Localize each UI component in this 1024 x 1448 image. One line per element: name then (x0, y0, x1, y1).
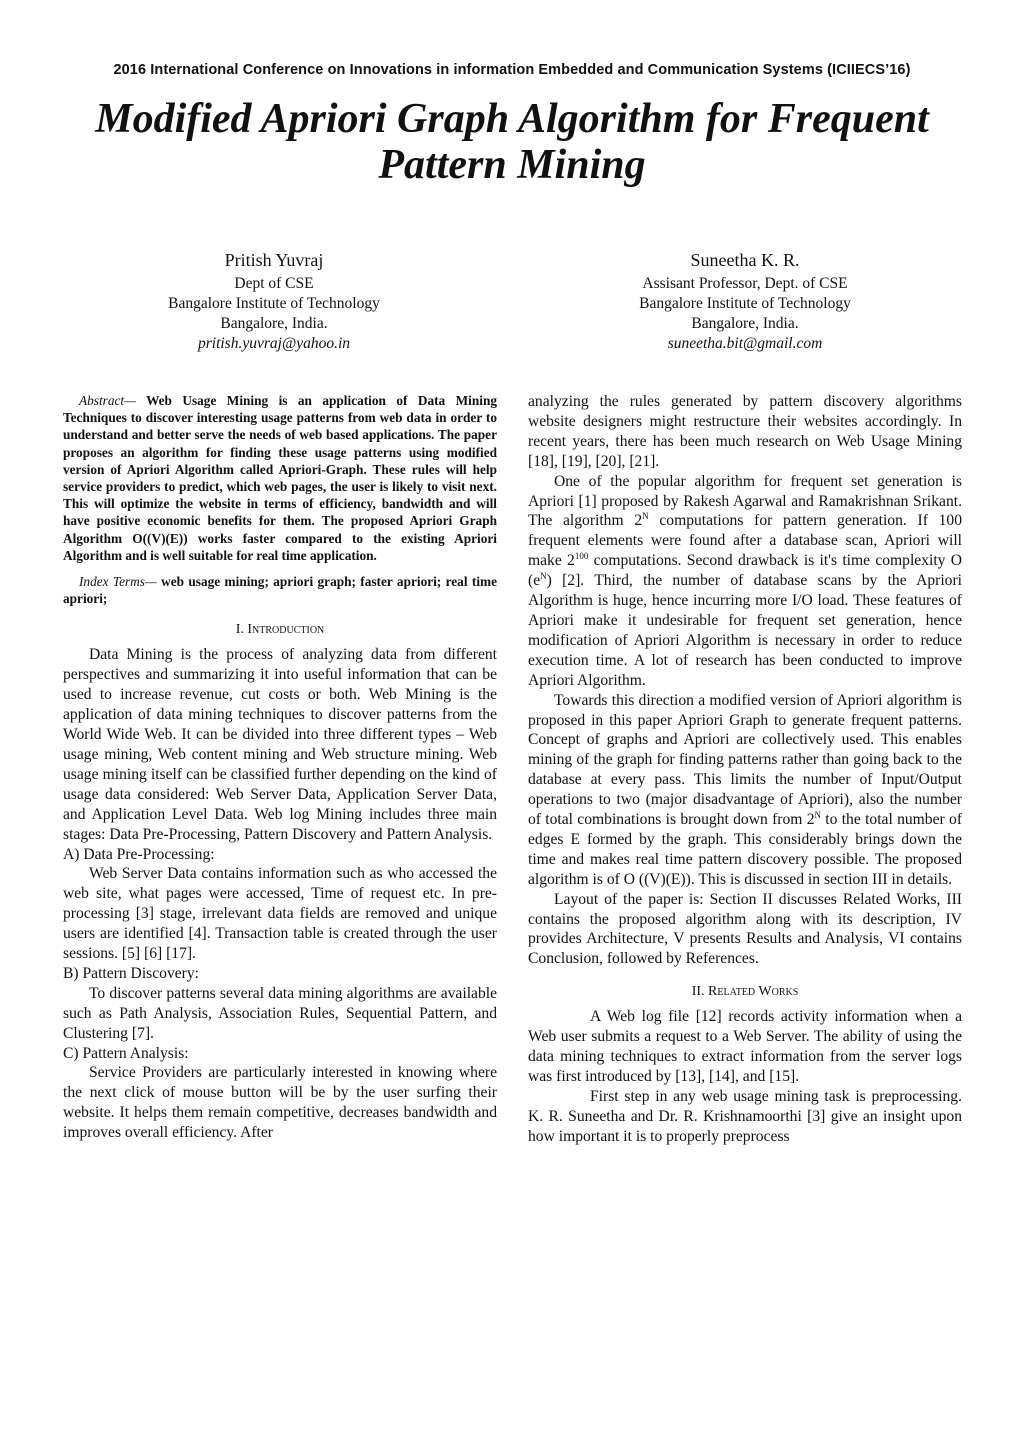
abstract (63, 392, 497, 564)
author-email: pritish.yuvraj@yahoo.in (197, 335, 351, 352)
index-terms-text: web usage mining; apriori graph; faster apriori; real time apriori; (63, 574, 497, 607)
author-institute: Bangalore Institute of Technology (639, 295, 851, 312)
text-run: Towards this direction a modified version of Apriori algorithm is proposed in this paper Apriori Graph to generate frequent patterns. Concept of graphs and Apriori are collectively used. This enables mining of the graph for finding patterns rather than going back to the database at every pass. This limits the number of Input/Output operations to two (major disadvantage of Apriori), also the number of total combinations is brought down from 2 (528, 691, 962, 829)
text-run: computations. Second drawback is it's time complexity O (e (528, 552, 963, 590)
pattern-analysis-text: Service Providers are particularly interested in knowing where the next click of mouse button will be by the user surfing their website. It helps them remain competitive, decreases bandwidth and improves overall efficiency. After (63, 1064, 497, 1142)
subheading-pattern-analysis: C) Pattern Analysis: (63, 1044, 189, 1062)
author-institute: Bangalore Institute of Technology (168, 295, 380, 312)
title-line-1: Modified Apriori Graph Algorithm for Frequent (95, 96, 929, 142)
author-location: Bangalore, India. (220, 315, 328, 332)
apriori-paragraph (528, 472, 962, 691)
author-name: Suneetha K. R. (690, 250, 800, 270)
subheading-pattern-discovery: B) Pattern Discovery: (63, 964, 199, 982)
section-heading-introduction (63, 621, 497, 639)
section-number: II. (691, 984, 709, 1000)
author-location: Bangalore, India. (691, 315, 799, 332)
text-run: to the total number of edges E formed by the graph. This considerably brings down the time and makes real time pattern discovery possible. The proposed algorithm is of O ((V)(E)). This is discussed in section III in details. (528, 811, 963, 888)
section-heading-related-works (528, 983, 962, 1001)
conference-header: 2016 International Conference on Innovations in information Embedded and Communication Systems (ICIIECS’16) (113, 62, 911, 78)
section-title: Introduction (247, 622, 325, 638)
author-block-2 (585, 250, 905, 354)
superscript: 100 (574, 551, 589, 562)
section-number: I. (235, 622, 248, 638)
author-name: Pritish Yuvraj (224, 250, 324, 270)
author-email: suneetha.bit@gmail.com (667, 335, 823, 352)
text-run: ) [2]. Third, the number of database scans by the Apriori Algorithm is huge, hence incurring more I/O load. These features of Apriori make it undesirable for frequent set generation, hence modification of Apriori Algorithm is necessary in order to reduce execution time. A lot of research has been conducted to improve Apriori Algorithm. (528, 572, 962, 689)
index-terms (63, 573, 497, 607)
index-terms-lead: Index Terms— (79, 574, 157, 590)
proposal-paragraph (528, 691, 962, 890)
abstract-text: Web Usage Mining is an application of Data Mining Techniques to discover interesting usage patterns from web data in order to understand and better serve the needs of web based applications. The paper proposes an algorithm for finding these usage patterns using modified version of Apriori Algorithm called Apriori-Graph. These rules will help service providers to predict, which web pages, the user is likely to visit next. This will optimize the website in terms of efficiency, bandwidth and will have positive economic benefits for them. The proposed Apriori Graph Algorithm O((V)(E)) works faster compared to the existing Apriori Algorithm and is well suitable for real time application. (63, 393, 497, 563)
left-column (63, 392, 497, 1143)
preprocessing-paragraph: First step in any web usage mining task is preprocessing. K. R. Suneetha and Dr. R. Krishnamoorthi [3] give an insight upon how important it is to properly preprocess (528, 1087, 962, 1145)
superscript: N (642, 511, 649, 522)
subheading-preprocessing: A) Data Pre-Processing: (63, 845, 215, 863)
title-line-2: Pattern Mining (378, 142, 646, 188)
pattern-discovery-text: To discover patterns several data mining algorithms are available such as Path Analysis, Association Rules, Sequential Pattern, and Clustering [7]. (63, 984, 497, 1042)
layout-paragraph: Layout of the paper is: Section II discusses Related Works, III contains the proposed algorithm along with its description, IV provides Architecture, V presents Results and Analysis, VI contains Conclusion, followed by References. (528, 890, 962, 968)
continued-paragraph: analyzing the rules generated by pattern discovery algorithms website designers might restructure their websites accordingly. In recent years, there has been much research on Web Usage Mining [18], [19], [20], [21]. (528, 393, 962, 470)
intro-paragraph: Data Mining is the process of analyzing data from different perspectives and summarizing it into useful information that can be used to increase revenue, cut costs or both. Web Mining is the application of data mining techniques to discover patterns from the World Wide Web. It can be divided into three different types – Web usage mining, Web content mining and Web structure mining. Web usage mining itself can be classified further depending on the kind of usage data considered: Web Server Data, Application Server Data, and Application Level Data. Web log Mining includes three main stages: Data Pre-Processing, Pattern Discovery and Pattern Analysis. (63, 646, 497, 843)
author-dept: Assisant Professor, Dept. of CSE (642, 275, 848, 292)
section-title: Related Works (708, 984, 799, 1000)
author-dept: Dept of CSE (234, 275, 314, 292)
preprocessing-text: Web Server Data contains information such as who accessed the web site, what pages were accessed, Time of request etc. In pre-processing [3] stage, irrelevant data fields are removed and unique users are identified [4]. Transaction table is created through the user sessions. [5] [6] [17]. (63, 865, 497, 963)
author-block-1 (114, 250, 434, 354)
right-column (528, 392, 962, 1147)
abstract-lead: Abstract— (79, 393, 136, 408)
text-run: computations for pattern generation. If 100 frequent elements were found after a database scan, Apriori will make 2 (528, 512, 963, 570)
superscript: N (540, 570, 547, 581)
paper-title (60, 96, 964, 188)
text-run: One of the popular algorithm for frequent set generation is Apriori [1] proposed by Rakesh Agarwal and Ramakrishnan Srikant. The algorithm 2 (528, 472, 962, 530)
weblog-paragraph: A Web log file [12] records activity information when a Web user submits a request to a Web Server. The ability of using the data mining techniques to extract information from the server logs was first introduced by [13], [14], and [15]. (528, 1008, 962, 1085)
superscript: N (814, 809, 821, 820)
